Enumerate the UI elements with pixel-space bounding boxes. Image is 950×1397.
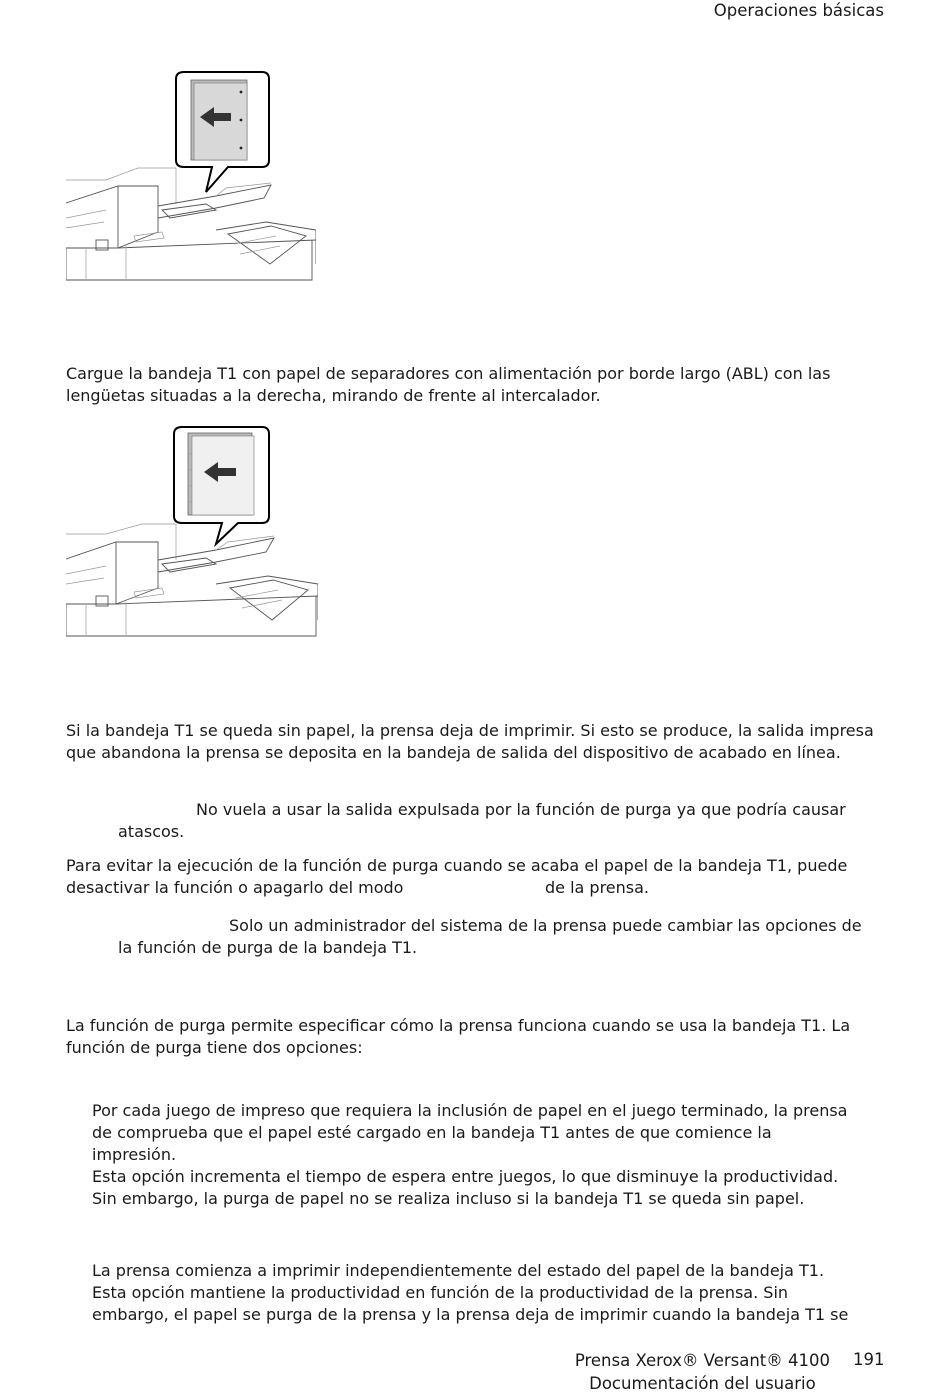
option-1-line-5: Sin embargo, la purga de papel no se realiza incluso si la bandeja T1 se queda sin papel. bbox=[92, 1189, 805, 1208]
note-2-line-2: la función de purga de la bandeja T1. bbox=[118, 938, 418, 957]
paragraph-purge-function: La función de purga permite especificar cómo la prensa funciona cuando se usa la bandeja T1. La función de purga tiene dos opciones: bbox=[66, 1016, 851, 1057]
page-number: 191 bbox=[853, 1350, 885, 1369]
paragraph-tray-empty: Si la bandeja T1 se queda sin papel, la prensa deja de imprimir. Si esto se produce, la salida impresa que abandona la prensa se deposita en la bandeja de salida del dispositivo de acabado en línea. bbox=[66, 721, 874, 762]
note-2-line-1: Solo un administrador del sistema de la prensa puede cambiar las opciones de bbox=[229, 916, 862, 935]
option-1-line-2: de comprueba que el papel esté cargado en la bandeja T1 antes de que comience la bbox=[92, 1123, 772, 1142]
footer-product: Prensa Xerox® Versant® 4100 bbox=[574, 1351, 830, 1370]
page-footer bbox=[575, 1349, 830, 1395]
footer-doc: Documentación del usuario bbox=[589, 1374, 816, 1393]
paragraph-avoid-purge-line-1: Para evitar la ejecución de la función de purga cuando se acaba el papel de la bandeja T1, puede bbox=[66, 856, 848, 875]
paragraph-avoid-purge-line-2a: desactivar la función o apagarlo del modo bbox=[66, 878, 404, 897]
note-1-line-1: No vuela a usar la salida expulsada por la función de purga ya que podría causar bbox=[196, 800, 846, 819]
tray-illustration-2 bbox=[66, 424, 318, 639]
option-2-line-1: La prensa comienza a imprimir independientemente del estado del papel de la bandeja T1. bbox=[92, 1261, 825, 1280]
option-1-line-1: Por cada juego de impreso que requiera la inclusión de papel en el juego terminado, la prensa bbox=[92, 1101, 848, 1120]
running-header: Operaciones básicas bbox=[713, 1, 884, 20]
option-1-line-4: Esta opción incrementa el tiempo de espera entre juegos, lo que disminuye la productividad. bbox=[92, 1167, 839, 1186]
option-2-line-2: Esta opción mantiene la productividad en función de la productividad de la prensa. Sin bbox=[92, 1283, 789, 1302]
note-1-line-2: atascos. bbox=[118, 822, 185, 841]
paragraph-load-tab-paper: Cargue la bandeja T1 con papel de separadores con alimentación por borde largo (ABL) con las lengüetas situadas a la derecha, mirando de frente al intercalador. bbox=[66, 364, 831, 405]
tray-illustration-1 bbox=[66, 68, 316, 283]
option-1-line-3: impresión. bbox=[92, 1145, 177, 1164]
paragraph-avoid-purge-line-2b: de la prensa. bbox=[545, 878, 650, 897]
option-2-line-3: embargo, el papel se purga de la prensa y la prensa deja de imprimir cuando la bandeja T1 se bbox=[92, 1305, 849, 1324]
